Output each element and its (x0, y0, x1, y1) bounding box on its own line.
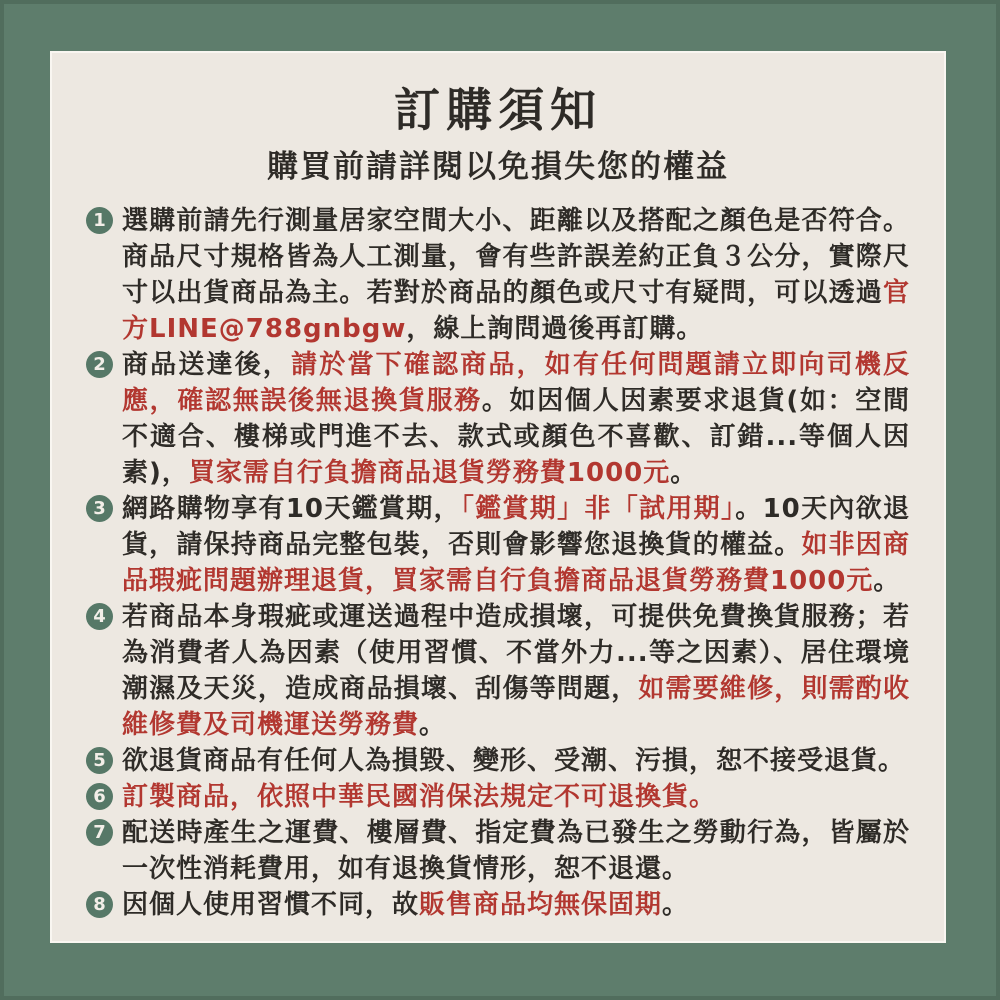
notice-panel (50, 51, 946, 943)
body-text: 網路購物享有10天鑑賞期， (122, 494, 461, 524)
item-number-badge: 6 (86, 783, 113, 810)
emphasis-text: 如需要維修，則需酌收維修費及司機運送勞務費 (122, 674, 910, 740)
item-number-badge: 1 (86, 207, 113, 234)
page-title: 訂購須知 (394, 83, 602, 137)
notice-item-7 (86, 815, 910, 887)
notice-list (86, 203, 910, 923)
emphasis-text: 買家需自行負擔商品退貨勞務費1000元 (188, 458, 671, 488)
body-text: 。 (662, 890, 690, 920)
notice-item-1 (86, 203, 910, 347)
emphasis-text: 官方LINE@788gnbgw (122, 278, 910, 344)
body-text: 選購前請先行測量居家空間大小、距離以及搭配之顏色是否符合。商品尺寸規格皆為人工測量，會有些許誤差約正負３公分，實際尺寸以出貨商品為主。若對於商品的顏色或尺寸有疑問，可以透過 (122, 206, 910, 308)
body-text: 。如因個人因素要求退貨(如：空間不適合、樓梯或門進不去、款式或顏色不喜歡、訂錯...等個人因素)， (122, 386, 910, 488)
notice-item-8 (86, 887, 910, 923)
notice-text (122, 347, 910, 491)
notice-item-5 (86, 743, 910, 779)
body-text: 。 (670, 458, 698, 488)
item-number-badge: 3 (86, 495, 113, 522)
notice-text (122, 887, 689, 923)
body-text: 若商品本身瑕疵或運送過程中造成損壞，可提供免費換貨服務；若為消費者人為因素（使用習慣、不當外力...等之因素）、居住環境潮濕及天災，造成商品損壞、刮傷等問題， (122, 602, 910, 704)
emphasis-text: 如非因商品瑕疵問題辦理退貨，買家需自行負擔商品退貨勞務費1000元 (122, 530, 910, 596)
item-number-badge: 8 (86, 891, 113, 918)
item-number-badge: 2 (86, 351, 113, 378)
notice-text (122, 743, 905, 779)
body-text: 商品送達後， (122, 350, 292, 380)
body-text: 。 (873, 566, 901, 596)
item-number-badge: 5 (86, 747, 113, 774)
body-text: 配送時產生之運費、樓層費、指定費為已發生之勞動行為，皆屬於一次性消耗費用，如有退換貨情形，恕不退還。 (122, 818, 910, 884)
emphasis-text: 請於當下確認商品，如有任何問題請立即向司機反應，確認無誤後無退換貨服務 (122, 350, 910, 416)
notice-text (122, 779, 716, 815)
emphasis-text: 販售商品均無保固期 (419, 890, 663, 920)
emphasis-text: 「鑑賞期」非「試用期」 (460, 494, 736, 524)
notice-item-4 (86, 599, 910, 743)
page-subtitle: 購買前請詳閱以免損失您的權益 (267, 149, 729, 185)
body-text: 。10天內欲退貨，請保持商品完整包裝，否則會影響您退換貨的權益。 (122, 494, 910, 560)
notice-item-2 (86, 347, 910, 491)
emphasis-text: 訂製商品，依照中華民國消保法規定不可退換貨。 (122, 782, 717, 812)
body-text: 因個人使用習慣不同，故 (122, 890, 420, 920)
body-text: 。 (419, 710, 447, 740)
body-text: ，線上詢問過後再訂購。 (406, 314, 704, 344)
notice-text (122, 599, 910, 743)
notice-text (122, 815, 910, 887)
notice-item-3 (86, 491, 910, 599)
item-number-badge: 7 (86, 819, 113, 846)
item-number-badge: 4 (86, 603, 113, 630)
notice-item-6 (86, 779, 910, 815)
body-text: 欲退貨商品有任何人為損毀、變形、受潮、污損，恕不接受退貨。 (122, 746, 906, 776)
notice-text (122, 203, 910, 347)
notice-text (122, 491, 910, 599)
